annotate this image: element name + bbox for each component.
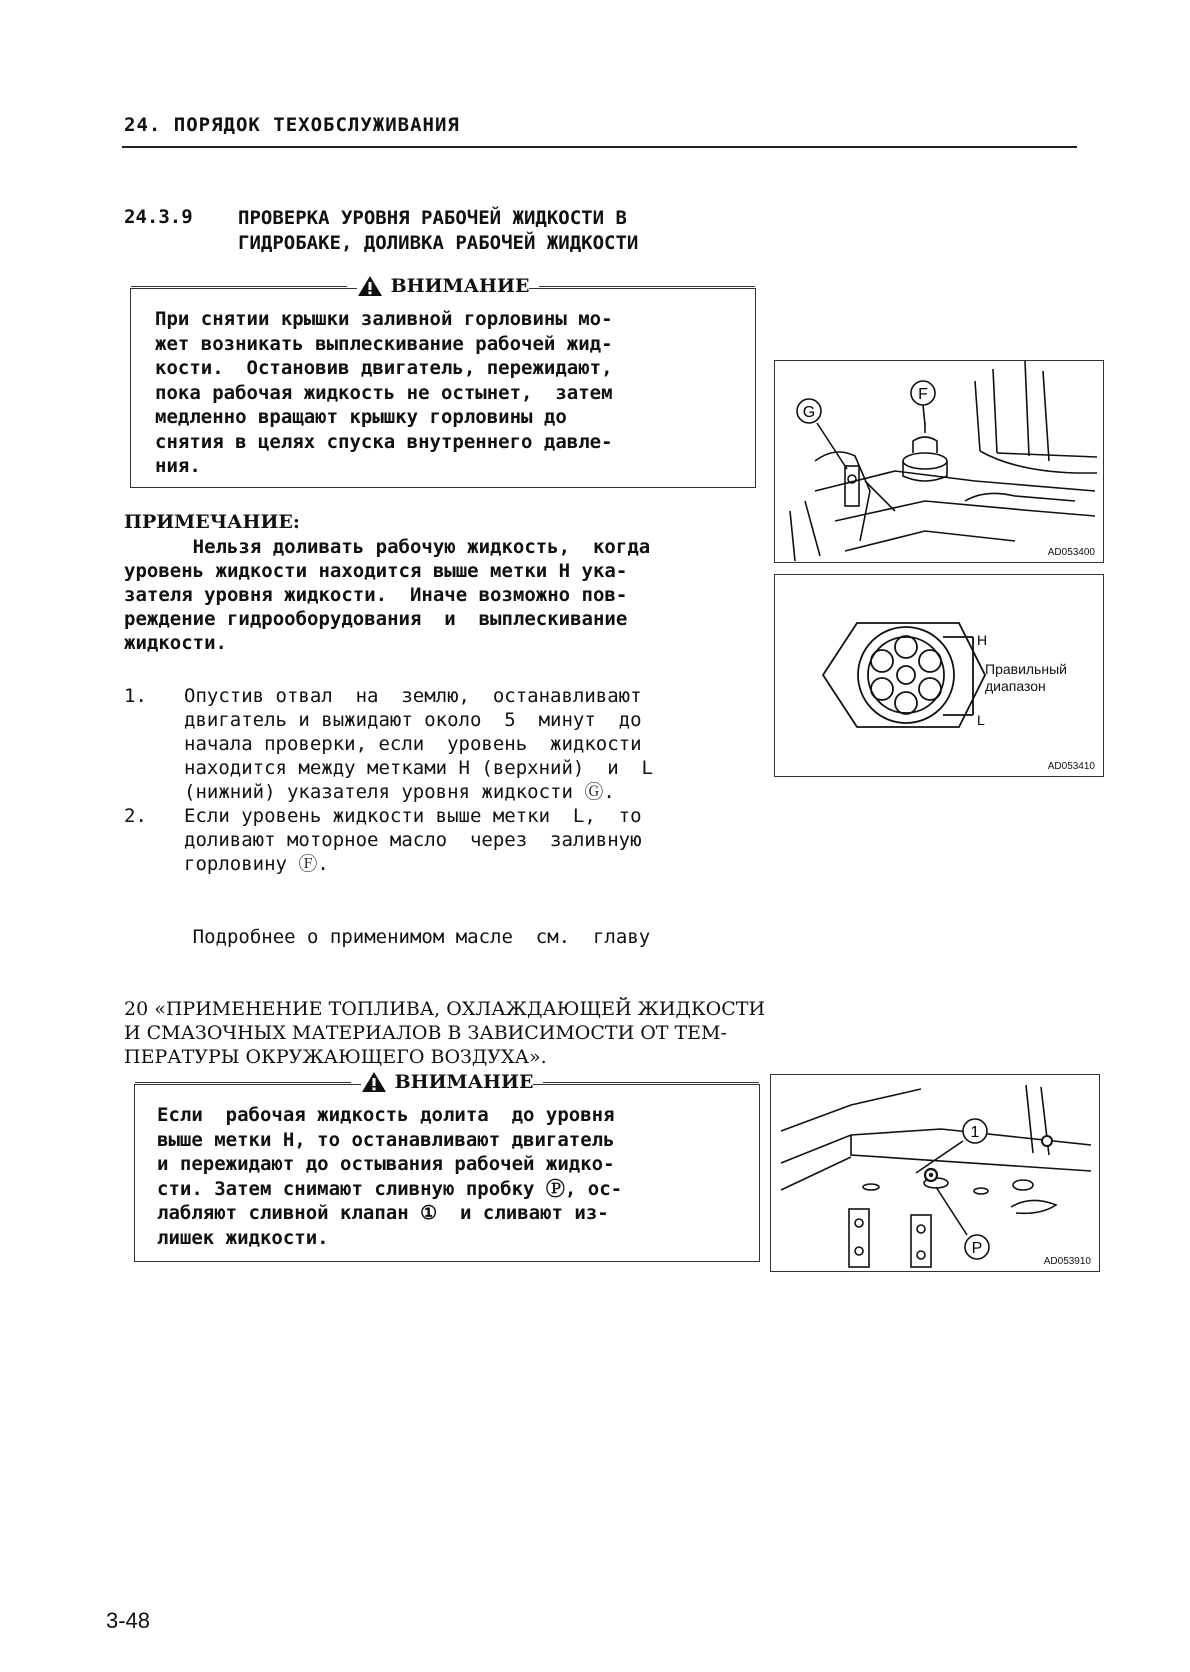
note-text: Нельзя доливать рабочую жидкость, когда уровень жидкости находится выше метки H ука- зателя уровня жидкости. Иначе возможно пов- реждение гидрооборудования и выплескивание жидкости. bbox=[124, 536, 651, 654]
figure-drain-plug bbox=[770, 1074, 1100, 1272]
page-header-title: 24. ПОРЯДОК ТЕХОБСЛУЖИВАНИЯ bbox=[124, 114, 460, 136]
details-paragraph bbox=[124, 877, 765, 1093]
figure-tank-filler bbox=[774, 360, 1104, 563]
step-number-1: 1. bbox=[124, 685, 147, 707]
details-line-1: Подробнее о применимом масле см. главу bbox=[124, 926, 651, 948]
figure-code-1: AD053400 bbox=[1047, 547, 1095, 558]
warning-label-2: ВНИМАНИЕ bbox=[394, 1071, 534, 1093]
range-label: Правильный диапазон bbox=[985, 661, 1067, 694]
details-caps: 20 «ПРИМЕНЕНИЕ ТОПЛИВА, ОХЛАЖДАЮЩЕЙ ЖИДКОСТИ И СМАЗОЧНЫХ МАТЕРИАЛОВ В ЗАВИСИМОСТИ ОТ ТЕМ- ПЕРАТУРЫ ОКРУЖАЮЩЕГО ВОЗДУХА». bbox=[124, 998, 766, 1068]
warning-box-2 bbox=[134, 1071, 760, 1262]
warning-header-2 bbox=[135, 1071, 759, 1093]
header-rule bbox=[122, 146, 1077, 148]
tank-filler-drawing bbox=[775, 361, 1103, 562]
section-title: ПРОВЕРКА УРОВНЯ РАБОЧЕЙ ЖИДКОСТИ В ГИДРОБАКЕ, ДОЛИВКА РАБОЧЕЙ ЖИДКОСТИ bbox=[238, 207, 639, 254]
section-number: 24.3.9 bbox=[124, 206, 193, 228]
warning-label-1: ВНИМАНИЕ bbox=[390, 275, 530, 297]
callout-p: P bbox=[971, 1240, 983, 1257]
step-text-1: Опустив отвал на землю, останавливают двигатель и выжидают около 5 минут до начала проверки, если уровень жидкости находится между метками H (верхний) и L (нижний) указателя уровня жидкости Ⓖ. bbox=[184, 685, 653, 803]
callout-f: F bbox=[918, 386, 928, 403]
warning-text-1: При снятии крышки заливной горловины мо- жет возникать выплескивание рабочей жид- кости. Остановив двигатель, пережидают, пока рабочая жидкость не остынет, затем медленно вращают крышку горловины до снятия в целях спуска внутреннего давле- ния. bbox=[155, 308, 613, 477]
figure-level-gauge bbox=[774, 574, 1104, 777]
step-number-2: 2. bbox=[124, 805, 147, 827]
warning-triangle-icon bbox=[357, 275, 383, 297]
callout-1: 1 bbox=[970, 1124, 980, 1141]
warning-header-1 bbox=[131, 275, 755, 297]
warning-text-2: Если рабочая жидкость долита до уровня выше метки H, то останавливают двигатель и пережидают до остывания рабочей жидко- сти. Затем снимают сливную пробку Ⓟ, ос- лабляют сливной клапан ① и сливают из- лишек жидкости. bbox=[157, 1104, 623, 1249]
figure-code-2: AD053410 bbox=[1047, 761, 1095, 772]
figure-code-3: AD053910 bbox=[1043, 1256, 1091, 1267]
mark-l: L bbox=[977, 712, 985, 728]
warning-box-1 bbox=[130, 275, 756, 488]
note-label: ПРИМЕЧАНИЕ: bbox=[124, 511, 300, 533]
page-number: 3-48 bbox=[106, 1608, 151, 1633]
mark-h: H bbox=[977, 632, 988, 648]
drain-plug-drawing bbox=[771, 1075, 1099, 1271]
warning-triangle-icon bbox=[361, 1071, 387, 1093]
callout-g: G bbox=[802, 404, 816, 421]
step-text-2: Если уровень жидкости выше метки L, то доливают моторное масло через заливную горловину Ⓕ. bbox=[184, 805, 642, 875]
